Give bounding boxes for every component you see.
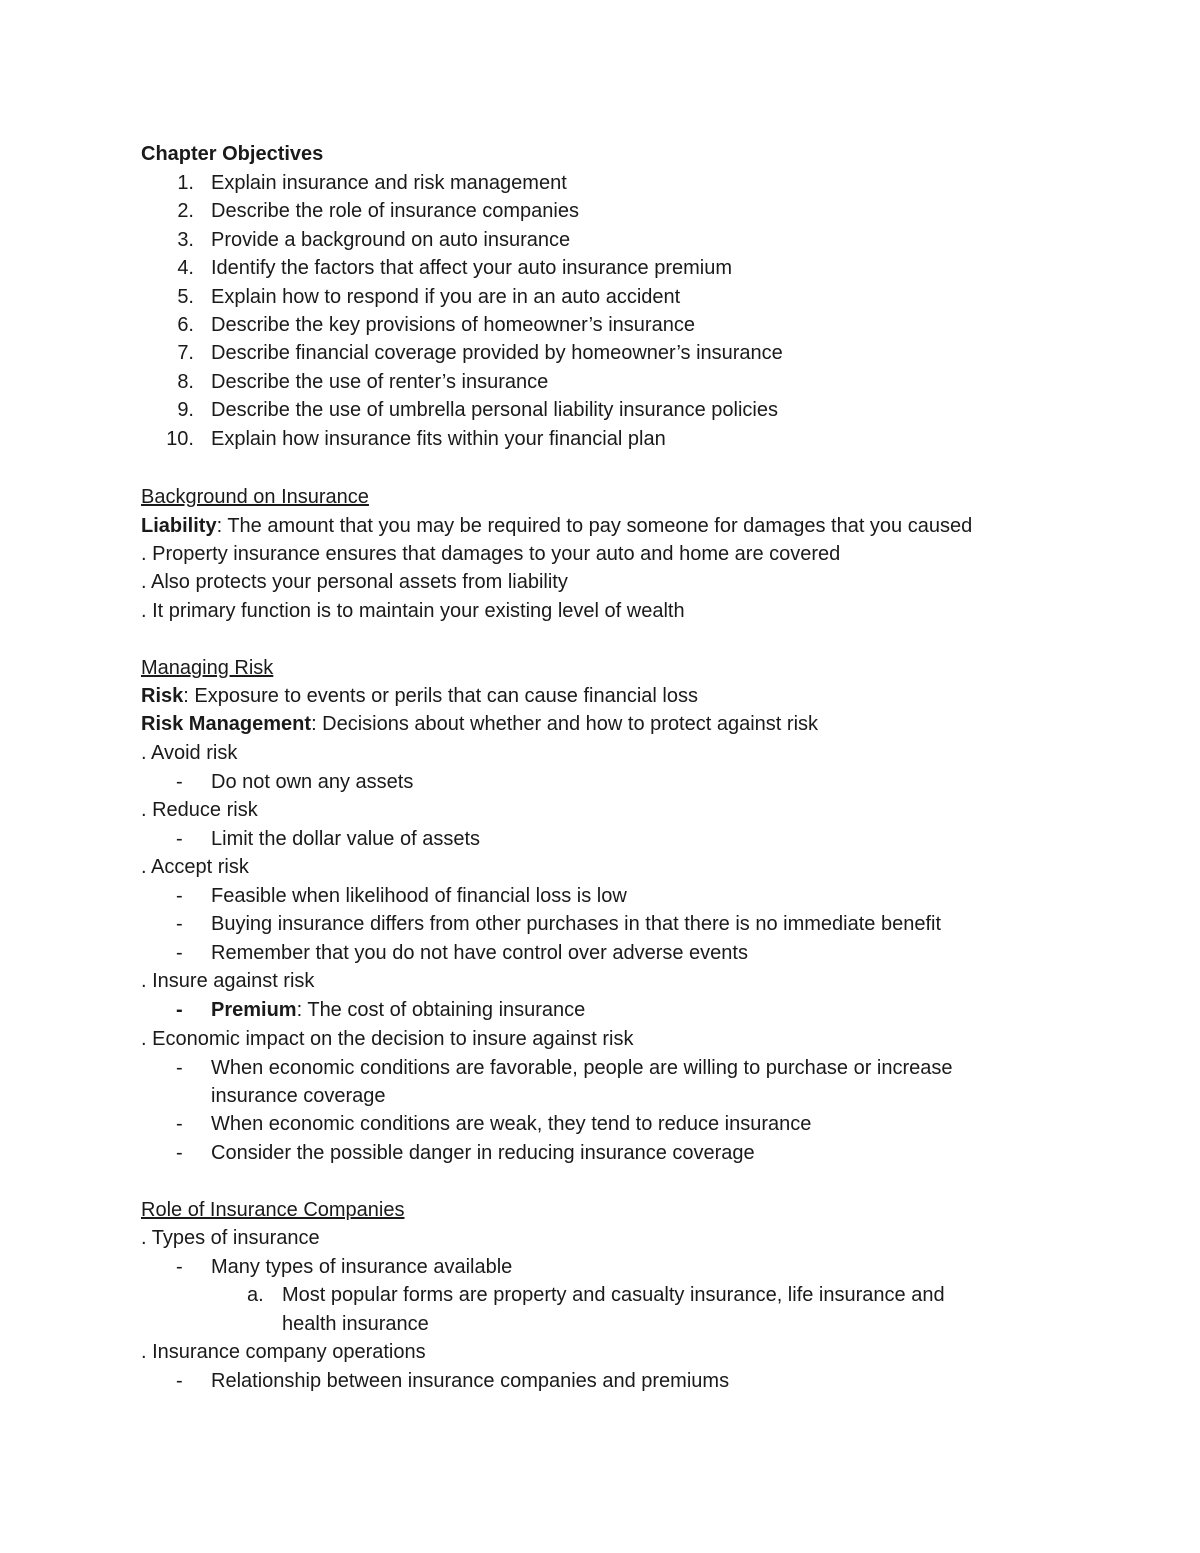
- objective-number: 4.: [177, 257, 194, 279]
- objective-number: 10.: [166, 428, 194, 450]
- objective-text: Explain how insurance fits within your financial plan: [211, 428, 666, 450]
- objective-number: 8.: [177, 371, 194, 393]
- premium-definition: [211, 998, 585, 1022]
- risk-definition: [141, 684, 698, 708]
- bullet-dash: -: [176, 1113, 183, 1135]
- risk-management-term: Risk Management: [141, 713, 312, 735]
- types-subitem: Many types of insurance available: [211, 1256, 513, 1278]
- objective-text: Describe the key provisions of homeowner’s insurance: [211, 314, 695, 336]
- types-alpha-item-continued: health insurance: [282, 1313, 429, 1335]
- objective-text: Describe financial coverage provided by homeowner’s insurance: [211, 342, 783, 364]
- accept-risk-item: . Accept risk: [141, 856, 249, 878]
- types-item: . Types of insurance: [141, 1227, 320, 1249]
- bullet-dash: -: [176, 828, 183, 850]
- objective-text: Explain insurance and risk management: [211, 172, 567, 194]
- objective-number: 1.: [177, 172, 194, 194]
- reduce-risk-item: . Reduce risk: [141, 799, 258, 821]
- background-point: . Also protects your personal assets from liability: [141, 571, 568, 593]
- objective-text: Describe the use of umbrella personal liability insurance policies: [211, 399, 778, 421]
- liability-term: Liability: [141, 515, 217, 537]
- operations-subitem: Relationship between insurance companies and premiums: [211, 1370, 730, 1392]
- objective-text: Describe the role of insurance companies: [211, 200, 579, 222]
- objective-number: 2.: [177, 200, 194, 222]
- objective-number: 6.: [177, 314, 194, 336]
- bullet-dash: -: [176, 1057, 183, 1079]
- background-point: . It primary function is to maintain your existing level of wealth: [141, 600, 685, 622]
- risk-management-definition: [141, 712, 818, 736]
- objective-text: Provide a background on auto insurance: [211, 229, 571, 251]
- background-heading: Background on Insurance: [141, 486, 369, 508]
- liability-definition: [141, 514, 972, 538]
- bullet-dash: -: [176, 999, 183, 1021]
- objective-number: 3.: [177, 229, 194, 251]
- role-heading: Role of Insurance Companies: [141, 1199, 405, 1221]
- bullet-dash: -: [176, 1142, 183, 1164]
- bullet-dash: -: [176, 885, 183, 907]
- types-alpha-item: Most popular forms are property and casualty insurance, life insurance and: [282, 1284, 945, 1306]
- objective-text: Identify the factors that affect your auto insurance premium: [211, 257, 733, 279]
- objective-number: 5.: [177, 286, 194, 308]
- objective-number: 9.: [177, 399, 194, 421]
- background-point: . Property insurance ensures that damages to your auto and home are covered: [141, 543, 841, 565]
- economic-subitem-continued: insurance coverage: [211, 1085, 386, 1107]
- bullet-dash: -: [176, 942, 183, 964]
- risk-term: Risk: [141, 685, 184, 707]
- chapter-title: Chapter Objectives: [141, 143, 324, 165]
- alpha-marker: a.: [247, 1284, 264, 1306]
- bullet-dash: -: [176, 1256, 183, 1278]
- economic-subitem: When economic conditions are weak, they tend to reduce insurance: [211, 1113, 812, 1135]
- operations-item: . Insurance company operations: [141, 1341, 426, 1363]
- objective-text: Explain how to respond if you are in an auto accident: [211, 286, 681, 308]
- premium-term: Premium: [211, 999, 297, 1021]
- liability-text: : The amount that you may be required to pay someone for damages that you caused: [216, 515, 973, 537]
- objective-number: 7.: [177, 342, 194, 364]
- bullet-dash: -: [176, 913, 183, 935]
- managing-risk-heading: Managing Risk: [141, 657, 274, 679]
- risk-text: : Exposure to events or perils that can cause financial loss: [183, 685, 698, 707]
- risk-management-text: : Decisions about whether and how to protect against risk: [311, 713, 819, 735]
- premium-text: : The cost of obtaining insurance: [296, 999, 586, 1021]
- avoid-risk-item: . Avoid risk: [141, 742, 238, 764]
- bullet-dash: -: [176, 1370, 183, 1392]
- objective-text: Describe the use of renter’s insurance: [211, 371, 549, 393]
- economic-subitem: When economic conditions are favorable, people are willing to purchase or increase: [211, 1057, 953, 1079]
- economic-impact-item: . Economic impact on the decision to insure against risk: [141, 1028, 634, 1050]
- accept-risk-subitem: Feasible when likelihood of financial loss is low: [211, 885, 627, 907]
- insure-risk-item: . Insure against risk: [141, 970, 315, 992]
- reduce-risk-subitem: Limit the dollar value of assets: [211, 828, 481, 850]
- economic-subitem: Consider the possible danger in reducing insurance coverage: [211, 1142, 755, 1164]
- accept-risk-subitem: Remember that you do not have control over adverse events: [211, 942, 748, 964]
- accept-risk-subitem: Buying insurance differs from other purchases in that there is no immediate benefit: [211, 913, 942, 935]
- bullet-dash: -: [176, 771, 183, 793]
- avoid-risk-subitem: Do not own any assets: [211, 771, 414, 793]
